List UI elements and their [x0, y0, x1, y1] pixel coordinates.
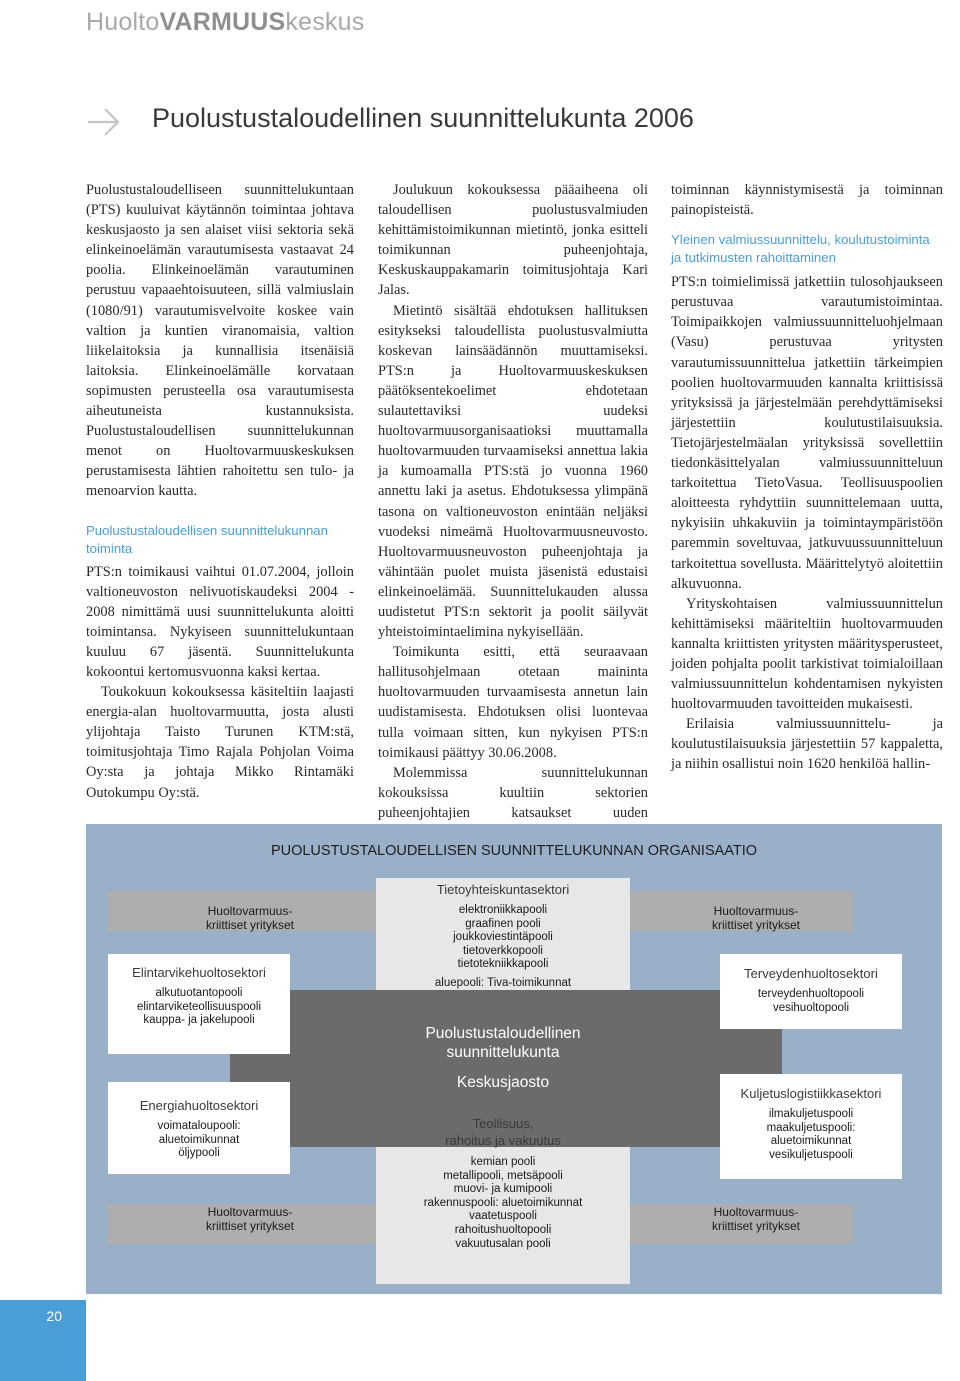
org-chart	[86, 824, 942, 1294]
logo-part-keskus: keskus	[285, 8, 365, 36]
sector-box-food	[108, 954, 290, 1054]
paragraph: Erilaisia valmiussuunnittelu- ja koulutustilaisuuksia järjestettiin 57 kappaletta, ja niihin osallistui noin 1620 henkilöä hallin-	[671, 716, 943, 773]
paragraph: PTS:n toimikausi vaihtui 01.07.2004, jolloin valtioneuvoston nelivuotiskaudeksi 2004 - 2008 nimittämä uusi suunnittelukunta aloitti toimintansa. Nykyiseen suunnittelukuntaan kuuluu 67 jäsentä. Suunnittelukunta kokoontui kertomusvuonna kaksi kertaa.	[86, 563, 354, 680]
arrow-right-icon	[86, 104, 122, 140]
pool-list: terveydenhuoltopooli vesihuoltopooli	[757, 988, 865, 1014]
sector-title: Tietoyhteiskuntasektori	[436, 882, 570, 897]
paragraph: Yrityskohtaisen valmiussuunnittelun kehittämiseksi määriteltiin huoltovarmuuden kannalta kriittisten yritysten määritysperusteet, joiden pohjalta poolit tarkistivat toimialoillaan valmiussuunnittelun kohdentamisen nykyisten huoltovarmuuden tavoitteiden mukaisesti.	[671, 595, 943, 713]
article-column-2	[378, 180, 648, 843]
page-number: 20	[46, 1308, 62, 1324]
paragraph: Mietintö sisältää ehdotuksen hallituksen esitykseksi taloudellista puolustusvalmiutta koskevan lainsäädännön muuttamiseksi. PTS:n ja Huoltovarmuuskeskuksen päätöksentekoelimet ehdotetaan sulautettaviksi uudeksi huoltovarmuusorganisaatioksi muuttamalla huoltovarmuuden turvaamiseksi annettua lakia ja kumoamalla PTS:stä jo vuonna 1960 annettu laki ja asetus. Ehdotuksessa ylimpänä tasona on valtioneuvoston enintään neljäksi vuodeksi nimeämä Huoltovarmuusneuvosto. Huoltovarmuusneuvoston puheenjohtaja ja vähintään puolet muista jäsenistä edustaisi elinkeinoelämää. Suunnittelukauden alussa uudistetut PTS:n sektorit ja poolit säilyvät yhteistoimintaelimina nykyisellään.	[378, 302, 648, 641]
central-division-title: Keskusjaosto	[456, 1074, 550, 1091]
planning-committee-title: Puolustustaloudellinen suunnittelukunta	[425, 1025, 581, 1061]
section-heading: Puolustustaloudellisen suunnittelukunnan toiminta	[86, 522, 328, 556]
sector-industry	[376, 1115, 630, 1251]
pool-list: elektroniikkapooli graafinen pooli joukkoviestintäpooli tietoverkkopooli tietotekniikkapooli aluepooli: Tiva-toimikunnat	[434, 904, 572, 989]
logo	[86, 8, 364, 37]
critical-companies-top-right: Huoltovarmuus- kriittiset yritykset	[711, 904, 800, 932]
sector-title: Teollisuus, rahoitus ja vakuutus	[445, 1116, 561, 1148]
sector-title: Elintarvikehuoltosektori	[132, 965, 266, 980]
sector-box-transport	[720, 1074, 902, 1179]
paragraph: Joulukuun kokouksessa pääaiheena oli taloudellisen puolustusvalmiuden kehittämistoimikunnan mietintö, jonka esitteli toimikunnan puheenjohtaja, Keskuskauppakamarin toimitusjohtaja Kari Jalas.	[378, 182, 648, 299]
article-column-3	[671, 180, 943, 775]
paragraph: Toukokuun kokouksessa käsiteltiin laajasti energia-alan huoltovarmuutta, josta alusti ylijohtaja Taisto Turunen KTM:stä, toimitusjohtaja Timo Rajala Pohjolan Voima Oy:sta ja johtaja Mikko Rintamäki Outokumpu Oy:stä.	[86, 684, 354, 801]
paragraph: Toimikunta esitti, että seuraavaan hallitusohjelmaan otetaan maininta huoltovarmuuden turvaamisesta annetun lain uudistamisesta. Ehdotuksen olisi luontevaa tulla voimaan sitten, kun nykyisen PTS:n toimikausi päättyy 30.06.2008.	[378, 644, 648, 761]
pool-list: kemian pooli metallipooli, metsäpooli muovi- ja kumipooli rakennuspooli: aluetoimikunnat vaatetuspooli rahoitushuoltopooli vakuutusalan pooli	[423, 1156, 583, 1250]
paragraph: Molemmissa suunnittelukunnan kokouksissa kuultiin sektorien puheenjohtajien katsaukset uuden	[378, 764, 648, 821]
logo-part-varmuus: VARMUUS	[159, 8, 286, 36]
page-title: Puolustustaloudellinen suunnittelukunta 2006	[152, 103, 694, 133]
section-heading: Yleinen valmiussuunnittelu, koulutustoiminta ja tutkimusten rahoittaminen	[671, 232, 930, 266]
paragraph: Puolustustaloudelliseen suunnittelukuntaan (PTS) kuuluivat käytännön toimintaa johtava keskusjaosto ja sen alaiset viisi sektoria sekä elinkeinoelämän varautumisesta vastaavat 24 poolia. Elinkeinoelämän varautuminen perustuu vapaaehtoisuuteen, sillä valmiuslain (1080/91) varautumisvelvoite koskee vain valtion ja kuntien viranomaisia, valtion liikelaitoksia ja kunnallisia itsenäisiä laitoksia. Elinkeinoelämälle korvataan sopimusten perusteella osa varautumisesta aiheutuneista kustannuksista. Puolustustaloudellisen suunnittelukunnan menot on Huoltovarmuuskeskuksen perustamisesta lähtien rahoitettu sen tulo- ja menoarvion kautta.	[86, 182, 354, 500]
sector-it	[376, 882, 630, 991]
sector-title: Energiahuoltosektori	[139, 1098, 259, 1113]
pool-list: ilmakuljetuspooli maakuljetuspooli: aluetoimikunnat vesikuljetuspooli	[766, 1108, 856, 1161]
org-chart-title: PUOLUSTUSTALOUDELLISEN SUUNNITTELUKUNNAN ORGANISAATIO	[270, 843, 758, 859]
paragraph: toiminnan käynnistymisestä ja toiminnan painopisteistä.	[671, 182, 943, 219]
critical-companies-bottom-right: Huoltovarmuus- kriittiset yritykset	[711, 1205, 800, 1233]
sector-title: Terveydenhuoltosektori	[744, 966, 878, 981]
critical-companies-top-left: Huoltovarmuus- kriittiset yritykset	[205, 904, 294, 932]
sector-title: Kuljetuslogistiikkasektori	[740, 1086, 882, 1101]
logo-part-huolto: Huolto	[86, 8, 160, 36]
pool-list: voimataloupooli: aluetoimikunnat öljypooli	[157, 1120, 241, 1160]
critical-companies-bottom-left: Huoltovarmuus- kriittiset yritykset	[205, 1205, 294, 1233]
paragraph: PTS:n toimielimissä jatkettiin tulosohjaukseen perustuvaa varautumistoimintaa. Toimipaikkojen valmiussuunnitteluohjelmaan (Vasu) perustuvaa yritysten varautumissuunnittelua jatkettiin tärkeimpien poolien huoltovarmuuden kannalta kriittisissä yrityksissä ja järjestelmään perehdyttämiseksi järjestettiin koulutustilaisuuksia. Tietojärjestelmäalan yrityksissä sovellettiin tiedonkäsittelyalan valmiussuunnitteluun tarkoitettua TietoVasua. Teollisuuspoolien aloitteesta ryhdyttiin suunnittelemaan uutta, nykyisiin uhkakuviin ja toimintaympäristöön paremmin soveltuvaa, jatkuvuussuunnitteluun tarkoitettua sovellusta. Määrittelytyö aloitettiin alkuvuonna.	[671, 274, 943, 592]
article-column-1	[86, 180, 354, 803]
sector-box-health	[720, 954, 902, 1029]
pool-list: alkutuotantopooli elintarviketeollisuuspooli kauppa- ja jakelupooli	[136, 987, 261, 1027]
sector-box-energy	[108, 1082, 290, 1174]
